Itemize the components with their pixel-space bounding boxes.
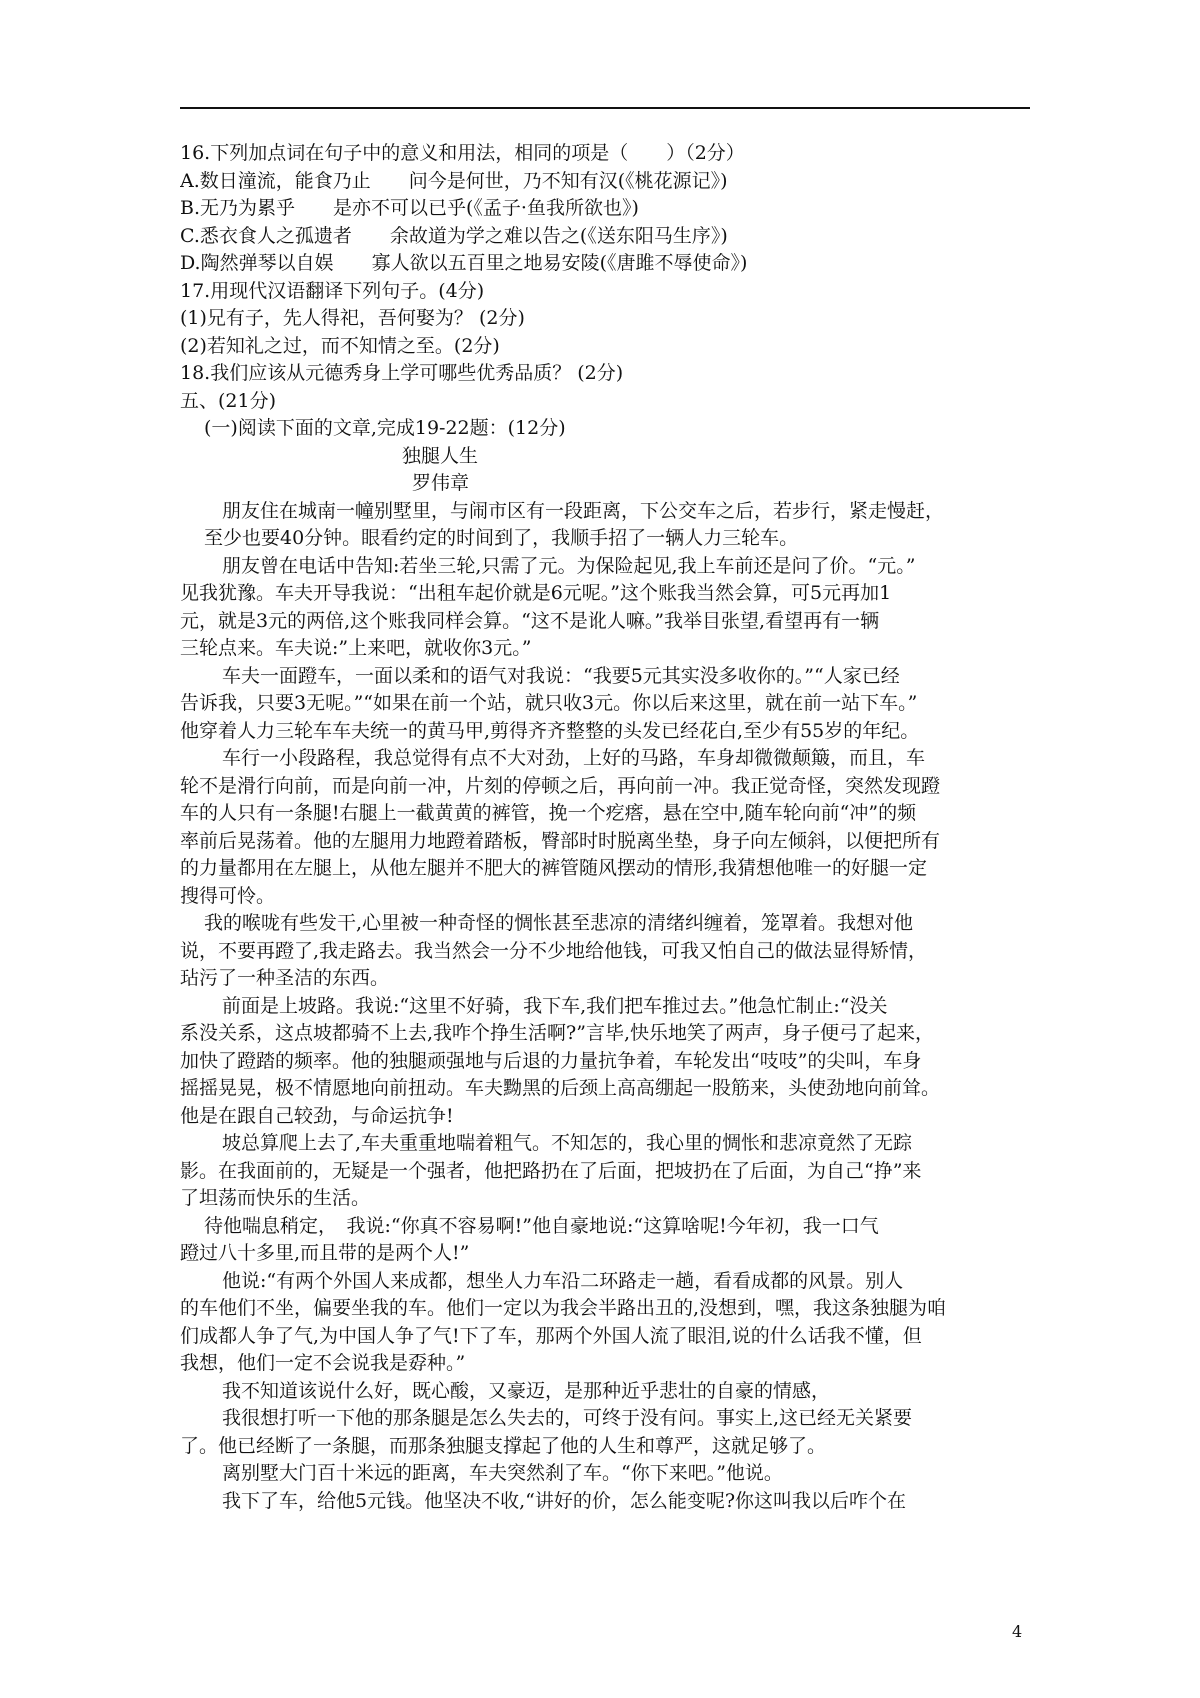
article-line: 车行一小段路程，我总觉得有点不大对劲，上好的马路，车身却微微颠簸，而且，车 — [222, 747, 926, 769]
article-line: 我不知道该说什么好，既心酸，又豪迈，是那种近乎悲壮的自豪的情感， — [222, 1379, 831, 1402]
article-line: 车夫一面蹬车，一面以柔和的语气对我说：“我要5元其实没多收你的。”“人家已经 — [222, 664, 900, 687]
article-line: 元，就是3元的两倍,这个账我同样会算。“这不是讹人嘛。”我举目张望,看望再有一辆 — [180, 609, 880, 632]
question-17-1: (1)兄有子，先人得祀，吾何娶为？ (2分) — [180, 307, 525, 329]
article-line: 轮不是滑行向前，而是向前一冲，片刻的停顿之后，再向前一冲。我正觉奇怪，突然发现蹬 — [180, 774, 941, 797]
article-line: 我的喉咙有些发干,心里被一种奇怪的惆怅甚至悲凉的清绪纠缠着，笼罩着。我想对他 — [204, 912, 914, 934]
page-number: 4 — [1012, 1622, 1023, 1641]
option-d — [180, 250, 1030, 278]
article-line: 我下了车，给他5元钱。他坚决不收,“讲好的价，怎么能变呢?你这叫我以后咋个在 — [222, 1489, 907, 1512]
article-line: 三轮点来。车夫说:”上来吧，就收你3元。” — [180, 637, 532, 659]
question-18: 18.我们应该从元德秀身上学可哪些优秀品质？ (2分) — [180, 362, 624, 384]
option-a — [180, 168, 1030, 196]
option-a-left: A.数日潼流，能食乃止 — [180, 169, 371, 192]
article-line: 加快了蹬踏的频率。他的独腿顽强地与后退的力量抗争着，车轮发出“吱吱”的尖叫，车身 — [180, 1049, 922, 1072]
option-c — [180, 223, 1030, 251]
section-header: 五、(21分) — [180, 389, 277, 412]
article-line: 见我犹豫。车夫开导我说：“出租车起价就是6元呢。”这个账我当然会算，可5元再加1 — [180, 582, 892, 604]
article-line: 摇摇晃晃，极不情愿地向前扭动。车夫黝黑的后颈上高高绷起一股筋来，头使劲地向前耸。 — [180, 1077, 941, 1099]
document-body — [180, 140, 1030, 1515]
article-line: 告诉我，只要3无呢。”“如果在前一个站，就只收3元。你以后来这里，就在前一站下车。” — [180, 692, 918, 714]
option-d-right: 寡人欲以五百里之地易安陵(《唐雎不辱使命》) — [371, 252, 748, 274]
article-line: 的车他们不坐，偏要坐我的车。他们一定以为我会半路出丑的,没想到，嘿，我这条独腿为咱 — [180, 1297, 947, 1319]
article-line: 离别墅大门百十米远的距离，车夫突然刹了车。“你下来吧。”他说。 — [222, 1462, 783, 1484]
option-c-left: C.悉衣食人之孤遗者 — [180, 224, 352, 247]
article-line: 车的人只有一条腿!右腿上一截黄黄的裤管，挽一个疙瘩，悬在空中,随车轮向前“冲”的频 — [180, 802, 917, 824]
question-17-2: (2)若知礼之过，而不知情之至。(2分) — [180, 334, 500, 357]
article-line: 朋友住在城南一幢别墅里，与闹市区有一段距离，下公交车之后，若步行，紧走慢赶， — [222, 499, 945, 522]
article-line: 的力量都用在左腿上，从他左腿并不肥大的裤管随风摆动的情形,我猜想他唯一的好腿一定 — [180, 857, 928, 879]
article-title: 独腿人生 — [402, 444, 479, 467]
article-line: 坡总算爬上去了,车夫重重地喘着粗气。不知怎的，我心里的惆怅和悲凉竟然了无踪 — [222, 1132, 913, 1154]
article-line: 待他喘息稍定， 我说:“你真不容易啊!”他自豪地说:“这算啥呢!今年初，我一口气 — [204, 1214, 879, 1237]
article-line: 他说:“有两个外国人来成都，想坐人力车沿二环路走一趟，看看成都的风景。别人 — [222, 1269, 904, 1292]
option-b-right: 是亦不可以已乎(《孟子·鱼我所欲也》) — [333, 197, 639, 219]
article-line: 了。他已经断了一条腿，而那条独腿支撑起了他的人生和尊严，这就足够了。 — [180, 1434, 827, 1457]
option-b-left: B.无乃为累乎 — [180, 197, 296, 219]
sub-section-heading: (一)阅读下面的文章,完成19-22题：(12分) — [204, 417, 566, 439]
article-line: 他是在跟自己较劲，与命运抗争! — [180, 1104, 454, 1127]
article-author: 罗伟章 — [412, 472, 470, 494]
header-rule — [180, 107, 1030, 109]
option-b — [180, 195, 1030, 223]
article-line: 他穿着人力三轮车车夫统一的黄马甲,剪得齐齐整整的头发已经花白,至少有55岁的年纪。 — [180, 719, 920, 742]
article-line: 前面是上坡路。我说:“这里不好骑，我下车,我们把车推过去。”他急忙制止:“没关 — [222, 994, 888, 1017]
article-line: 我很想打听一下他的那条腿是怎么失去的，可终于没有问。事实上,这已经无关紧要 — [222, 1407, 913, 1429]
article-line: 蹬过八十多里,而且带的是两个人!” — [180, 1242, 470, 1264]
article-line: 们成都人争了气,为中国人争了气!下了车，那两个外国人流了眼泪,说的什么话我不懂，但 — [180, 1324, 922, 1347]
option-c-right: 余故道为学之难以告之(《送东阳马生序》) — [389, 224, 728, 247]
article-line: 至少也要40分钟。眼看约定的时间到了，我顺手招了一辆人力三轮车。 — [204, 527, 799, 549]
question-16: 16.下列加点词在句子中的意义和用法，相同的项是（ ）（2分） — [180, 142, 745, 164]
article-line: 我想，他们一定不会说我是孬种。” — [180, 1352, 466, 1374]
option-a-right: 问今是何世，乃不知有汉(《桃花源记》) — [408, 169, 728, 192]
article-line: 了坦荡而快乐的生活。 — [180, 1187, 371, 1209]
article-line: 影。在我面前的，无疑是一个强者，他把路扔在了后面，把坡扔在了后面，为自己“挣”来 — [180, 1159, 922, 1182]
question-17: 17.用现代汉语翻译下列句子。(4分) — [180, 279, 485, 302]
article-line: 率前后晃荡着。他的左腿用力地蹬着踏板，臀部时时脱离坐垫，身子向左倾斜，以便把所有 — [180, 829, 941, 852]
article-line: 玷污了一种圣洁的东西。 — [180, 967, 390, 989]
article-line: 系没关系，这点坡都骑不上去,我咋个挣生活啊?”言毕,快乐地笑了两声，身子便弓了起来， — [180, 1022, 934, 1044]
article-line: 说，不要再蹬了,我走路去。我当然会一分不少地给他钱，可我又怕自己的做法显得矫情， — [180, 939, 928, 962]
article-line: 朋友曾在电话中告知:若坐三轮,只需了元。为保险起见,我上车前还是问了价。“元。” — [222, 554, 916, 577]
option-d-left: D.陶然弹琴以自娱 — [180, 252, 334, 274]
article-line: 搜得可怜。 — [180, 884, 276, 907]
